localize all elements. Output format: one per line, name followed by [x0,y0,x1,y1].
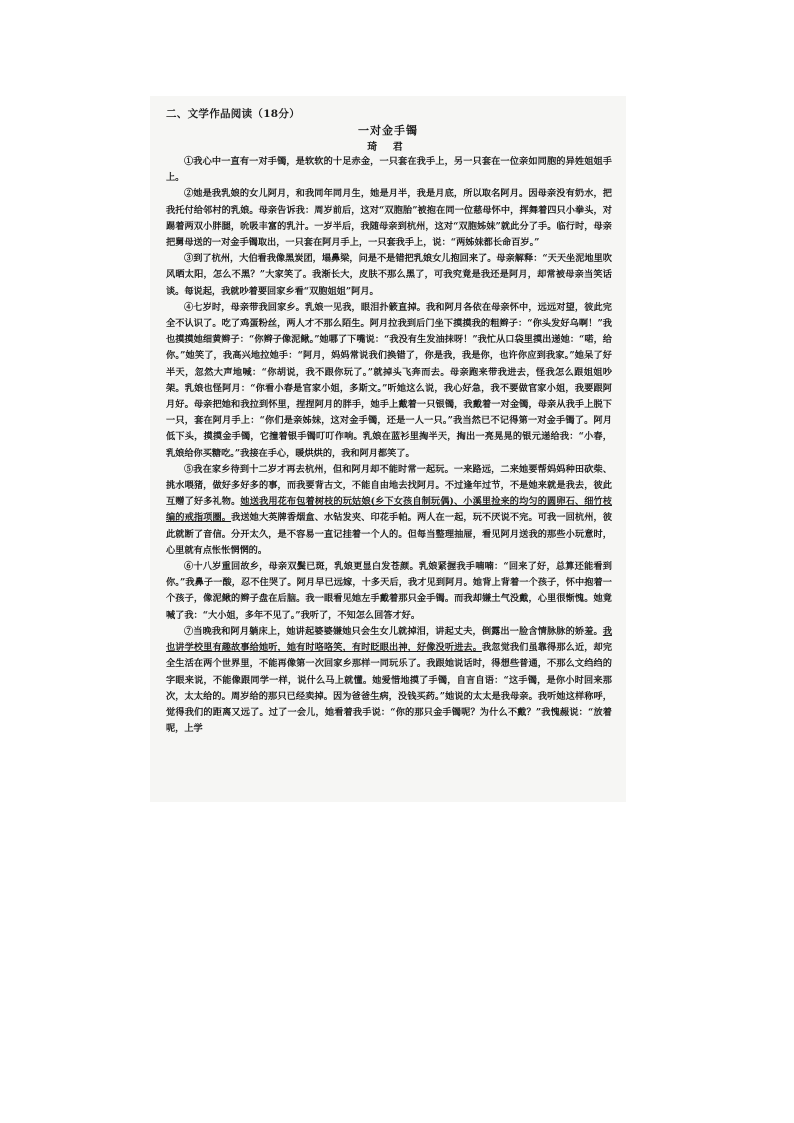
paragraph-7-text-b: 我忽觉我们虽靠得那么近，却完全生活在两个世界里，不能再像第一次回家乡那样一同玩乐了。我跟她说话时，得想些普通，不那么文绉绉的字眼来说，不能像跟同学一样，说什么马上就懂。她爱惜地摸了手镯，自言自语：“这手镯，是你小时回来那次，太太给的。周岁给的那只已经卖掉。因为爸爸生病，没钱买药。”她说的太太是我母亲。我听她这样称呼，觉得我们的距离又远了。过了一会儿，她看着我手说：“你的那只金手镯呢？为什么不戴？”我愧赧说：“放着呢，上学 [166,642,613,735]
underlined-sentence-1: 她送我用花布包着树枝的玩姑娘(乡下女孩自制玩偶)、小溪里捡来的均匀的圆卵石、细竹枝编的戒指项圈。 [166,496,612,524]
article-title: 一对金手镯 [358,124,418,137]
section-heading: 二、文学作品阅读（18分） [166,108,301,120]
paragraph-2: ②她是我乳娘的女儿阿月，和我同年同月生，她是月半，我是月底，所以取名阿月。因母亲没有奶水，把我托付给邻村的乳娘。母亲告诉我：周岁前后，这对“双胞胎”被抱在同一位慈母怀中，挥舞着四只小拳头，对踢着两双小胖腿，吮吸丰富的乳汁。一岁半后，我随母亲到杭州，这对“双胞姊妹”就此分了手。临行时，母亲把舅母送的一对金手镯取出，一只套在阿月手上，一只套我手上，说：“两姊妹都长命百岁。” [166,188,612,249]
paragraph-1: ①我心中一直有一对手镯，是软软的十足赤金，一只套在我手上，另一只套在一位亲如同胞的异姓姐姐手上。 [166,156,612,184]
paragraph-3: ③到了杭州，大伯看我像黑炭团，塌鼻梁，问是不是错把乳娘女儿抱回来了。母亲解释：“天天坐泥地里吹风晒太阳，怎么不黑？”大家笑了。我渐长大，皮肤不那么黑了，可我究竟是我还是阿月，却常被母亲当笑话谈。每说起，我就吵着要回家乡看“双胞姐姐”阿月。 [166,253,612,297]
paragraph-5-text-b: 我送她大英牌香烟盒、水钻发夹、印花手帕。两人在一起，玩不厌说不完。可我一回杭州，彼此就断了音信。分开太久，是不容易一直记挂着一个人的。但每当整理抽屉，看见阿月送我的那些小玩意时，心里就有点怅怅惘惘的。 [166,512,613,556]
underlined-sentence-2: 我也讲学校里有趣故事给她听，她有时咯咯笑，有时眨眼出神，好像没听进去。 [166,625,612,654]
paragraph-6: ⑥十八岁重回故乡，母亲双鬓已斑，乳娘更显白发苍颜。乳娘紧握我手喃喃：“回来了好，总算还能看到你。”我鼻子一酸，忍不住哭了。阿月早已远嫁，十多天后，我才见到阿月。她背上背着一个孩子，怀中抱着一个孩子，像泥鳅的辫子盘在后脑。我一眼看见她左手戴着那只金手镯。而我却嫌土气没戴，心里很惭愧。她竟喊了我：“大小姐，多年不见了。”我听了，不知怎么回答才好。 [166,561,612,621]
article-author: 琦 君 [367,142,409,153]
paragraph-7-text-a: ⑦当晚我和阿月躺床上，她讲起婆婆嫌她只会生女儿就掉泪，讲起丈夫，倒露出一脸含情脉脉的娇羞。 [184,625,603,637]
paragraph-4: ④七岁时，母亲带我回家乡。乳娘一见我，眼泪扑簌直掉。我和阿月各依在母亲怀中，远远对望，彼此完全不认识了。吃了鸡蛋粉丝，两人才不那么陌生。阿月拉我到后门坐下摸摸我的粗辫子：“你头发好乌啊！”我也摸摸她细黄辫子：“你辫子像泥鳅。”她哪了下嘴说：“我没有生发油抹呀！”我忙从口袋里摸出递她：“喏，给你。”她笑了，我高兴地拉她手：“阿月，妈妈常说我们换错了，你是我，我是你，也许你应到我家。”她呆了好半天，忽然大声地喊：“你胡说，我不跟你玩了。”就掉头飞奔而去。母亲跑来带我进去，怪我怎么跟姐姐吵架。乳娘也怪阿月：“你看小春是官家小姐，多斯文。”听她这么说，我心好急，我不要做官家小姐，我要跟阿月好。母亲把她和我拉到怀里，捏捏阿月的胖手，她手上戴着一只银镯，我戴着一对金镯，母亲从我手上脱下一只，套在阿月手上：“你们是亲姊妹，这对金手镯，还是一人一只。”我当然已不记得第一对金手镯了。阿月低下头，摸摸金手镯，它撞着银手镯叮叮作响。乳娘在蓝衫里掏半天，掏出一亮晃晃的银元递给我：“小春，乳娘给你买糖吃。”我接在手心，暖烘烘的，我和阿月都笑了。 [166,301,612,459]
article-body [166,154,612,737]
paragraph-5-text-a: ⑤我在家乡待到十二岁才再去杭州，但和阿月却不能时常一起玩。一来路远，二来她要帮妈妈种田砍柴、挑水喂猪，做好多好多的事，而我要背古文，不能自由地去找阿月。不过逢年过节，不是她来就是我去，彼此互赠了好多礼物。 [166,463,612,508]
paragraph-5 [166,462,612,559]
paragraph-7 [166,624,612,737]
